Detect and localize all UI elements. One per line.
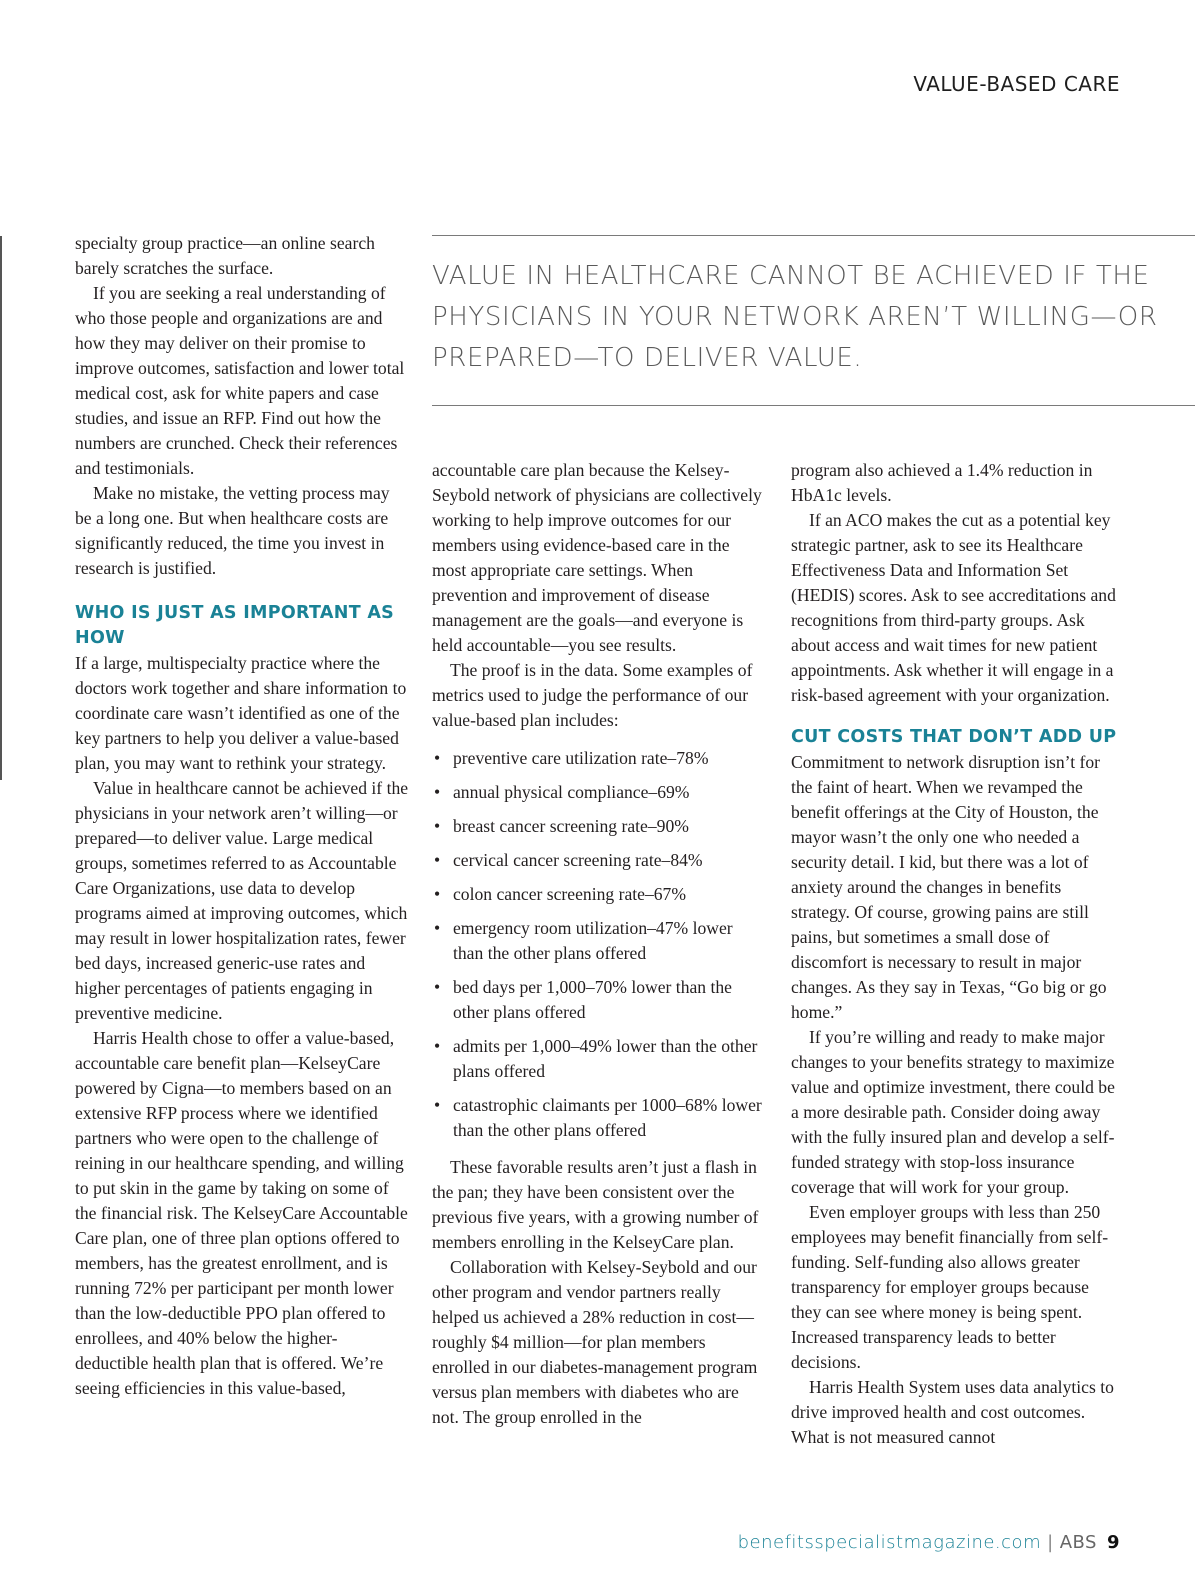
- paragraph: Commitment to network disruption isn’t for the faint of heart. When we revamped the benefit offerings at the City of Houston, the mayor wasn’t the only one who needed a security detail. I kid, but there was a lot of anxiety around the changes in benefits strategy. Of course, growing pains are still pains, but sometimes a small dose of discomfort is necessary to result in major changes. As they say in Texas, “Go big or go home.”: [791, 752, 1107, 1022]
- list-item: • admits per 1,000–49% lower than the other plans offered: [432, 1034, 767, 1084]
- margin-rule: [0, 236, 2, 780]
- pull-quote-bottom-rule: [432, 405, 1195, 406]
- footer-magazine: ABS: [1059, 1532, 1097, 1553]
- right-column: [791, 458, 1121, 1450]
- subheading-who-is-just-as-important: WHO IS JUST AS IMPORTANT AS HOW: [75, 603, 395, 648]
- paragraph: If a large, multispecialty practice where the doctors work together and share information to coordinate care wasn’t identified as one of the key partners to help you deliver a value-based plan, you may want to rethink your strategy.: [75, 653, 407, 773]
- paragraph: accountable care plan because the Kelsey-Seybold network of physicians are collectively working to help improve outcomes for our members using evidence-based care in the most appropriate care settings. When prevention and improvement of disease management are the goals—and everyone is held accountable—you see results.: [432, 460, 762, 655]
- list-item: • preventive care utilization rate–78%: [432, 746, 767, 771]
- list-item: • emergency room utilization–47% lower than the other plans offered: [432, 916, 767, 966]
- paragraph: If you are seeking a real understanding of who those people and organizations are and how they may deliver on their promise to improve outcomes, satisfaction and lower total medical cost, ask for white papers and case studies, and issue an RFP. Find out how the numbers are crunched. Check their references and testimonials.: [75, 283, 405, 478]
- pull-quote-text: VALUE IN HEALTHCARE CANNOT BE ACHIEVED IF THE PHYSICIANS IN YOUR NETWORK AREN’T WILLING—OR PREPARED—TO DELIVER VALUE.: [432, 261, 1158, 373]
- paragraph: Harris Health System uses data analytics to drive improved health and cost outcomes. What is not measured cannot: [791, 1377, 1114, 1447]
- list-item: • breast cancer screening rate–90%: [432, 814, 767, 839]
- pull-quote: [432, 235, 1195, 406]
- paragraph: The proof is in the data. Some examples of metrics used to judge the performance of our value-based plan includes:: [432, 660, 753, 730]
- paragraph: Make no mistake, the vetting process may be a long one. But when healthcare costs are significantly reduced, the time you invest in research is justified.: [75, 483, 390, 578]
- middle-column: [432, 458, 767, 1430]
- paragraph: Even employer groups with less than 250 employees may benefit financially from self-funding. Self-funding also allows greater transparency for employer groups because they can see where money is being spent. Increased transparency leads to better decisions.: [791, 1202, 1109, 1372]
- paragraph: Harris Health chose to offer a value-based, accountable care benefit plan—KelseyCare powered by Cigna—to members based on an extensive RFP process where we identified partners who were open to the challenge of reining in our healthcare spending, and willing to put skin in the game by taking on some of the financial risk. The KelseyCare Accountable Care plan, one of three plan options offered to members, has the greatest enrollment, and is running 72% per participant per month lower than the low-deductible PPO plan offered to enrollees, and 40% below the higher-deductible health plan that is offered. We’re seeing efficiencies in this value-based,: [75, 1028, 408, 1398]
- page-footer: [738, 1532, 1120, 1553]
- list-item: • annual physical compliance–69%: [432, 780, 767, 805]
- metrics-list: [432, 746, 767, 1143]
- subheading-cut-costs: CUT COSTS THAT DON’T ADD UP: [791, 727, 1117, 747]
- paragraph: If an ACO makes the cut as a potential key strategic partner, ask to see its Healthcare Effectiveness Data and Information Set (HEDIS) scores. Ask to see accreditations and recognitions from third-party groups. Ask about access and wait times for new patient appointments. Ask whether it will engage in a risk-based agreement with your organization.: [791, 510, 1116, 705]
- footer-website: benefitsspecialistmagazine.com: [737, 1532, 1042, 1553]
- list-item: • catastrophic claimants per 1000–68% lower than the other plans offered: [432, 1093, 767, 1143]
- paragraph: specialty group practice—an online search barely scratches the surface.: [75, 233, 375, 278]
- list-item: • bed days per 1,000–70% lower than the other plans offered: [432, 975, 767, 1025]
- list-item: • colon cancer screening rate–67%: [432, 882, 767, 907]
- page-number: 9: [1106, 1532, 1120, 1553]
- left-column: [75, 231, 409, 1401]
- paragraph: program also achieved a 1.4% reduction in HbA1c levels.: [791, 460, 1093, 505]
- footer-separator: |: [1047, 1532, 1054, 1553]
- section-label: VALUE-BASED CARE: [913, 72, 1120, 96]
- paragraph: These favorable results aren’t just a flash in the pan; they have been consistent over the previous five years, with a growing number of members enrolling in the KelseyCare plan.: [432, 1157, 759, 1252]
- list-item: • cervical cancer screening rate–84%: [432, 848, 767, 873]
- paragraph: Value in healthcare cannot be achieved if the physicians in your network aren’t willing—or prepared—to deliver value. Large medical groups, sometimes referred to as Accountable Care Organizations, use data to develop programs aimed at improving outcomes, which may result in lower hospitalization rates, fewer bed days, increased generic-use rates and higher percentages of patients engaging in preventive medicine.: [75, 778, 409, 1023]
- paragraph: If you’re willing and ready to make major changes to your benefits strategy to maximize value and optimize investment, there could be a more desirable path. Consider doing away with the fully insured plan and develop a self-funded strategy with stop-loss insurance coverage that will work for your group.: [791, 1027, 1115, 1197]
- paragraph: Collaboration with Kelsey-Seybold and our other program and vendor partners really helped us achieved a 28% reduction in cost—roughly $4 million—for plan members enrolled in our diabetes-management program versus plan members with diabetes who are not. The group enrolled in the: [432, 1257, 758, 1427]
